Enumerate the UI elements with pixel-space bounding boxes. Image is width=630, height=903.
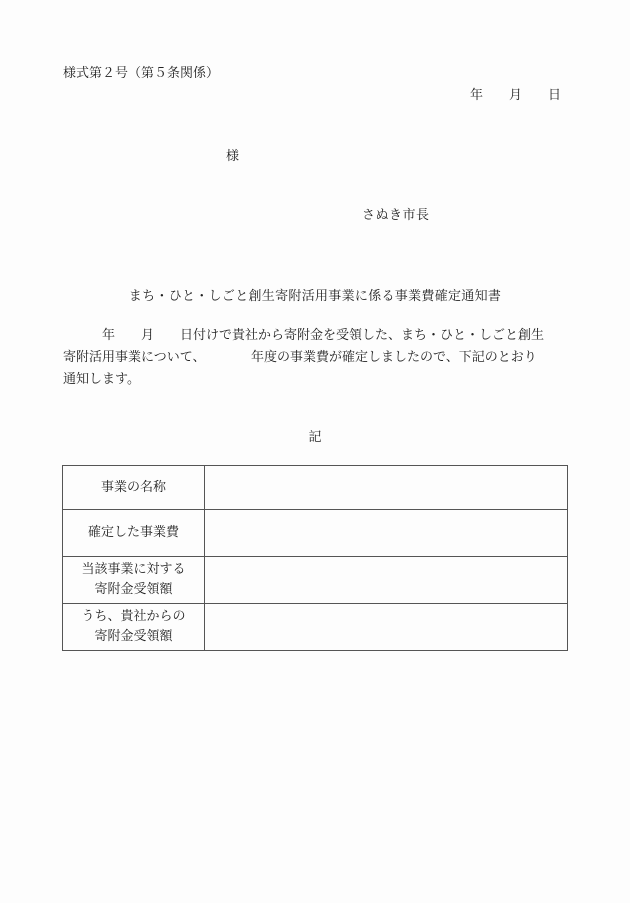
date-month-label: 月 <box>509 88 523 103</box>
ki-heading: 記 <box>308 430 322 445</box>
body-line: 通知します。 <box>63 372 140 387</box>
row-label: 事業の名称 <box>63 466 205 510</box>
project-name-cell <box>205 466 568 510</box>
table-row <box>63 510 568 557</box>
row-label: うち、貴社からの 寄附金受領額 <box>63 604 205 651</box>
date-field <box>470 88 561 104</box>
body-line: 寄附活用事業について、 年度の事業費が確定しましたので、下記のとおり <box>63 350 537 365</box>
detail-table <box>62 465 568 651</box>
total-donation-cell <box>205 557 568 604</box>
company-donation-cell <box>205 604 568 651</box>
date-year-label: 年 <box>470 88 484 103</box>
table-row <box>63 557 568 604</box>
confirmed-cost-cell <box>205 510 568 557</box>
form-number: 様式第２号（第５条関係） <box>63 66 220 81</box>
row-label: 当該事業に対する 寄附金受領額 <box>63 557 205 604</box>
body-line: 年 月 日付けで貴社から寄附金を受領した、まち・ひと・しごと創生 <box>63 328 545 343</box>
addressee-honorific: 様 <box>226 149 240 164</box>
document-body <box>63 325 573 391</box>
document-title: まち・ひと・しごと創生寄附活用事業に係る事業費確定通知書 <box>128 289 502 304</box>
table-row <box>63 466 568 510</box>
row-label: 確定した事業費 <box>63 510 205 557</box>
date-day-label: 日 <box>548 88 562 103</box>
sender-name: さぬき市長 <box>362 208 430 223</box>
table-row <box>63 604 568 651</box>
